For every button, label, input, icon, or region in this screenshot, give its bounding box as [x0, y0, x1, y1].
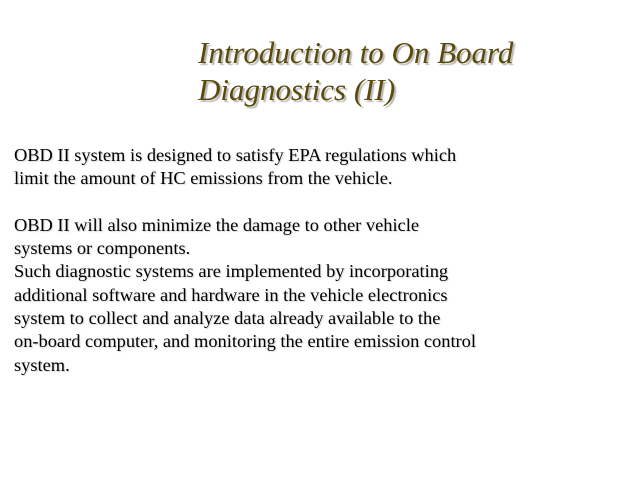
slide-title	[198, 34, 628, 108]
paragraph-line: systems or components.	[14, 238, 191, 259]
slide-body	[14, 144, 634, 377]
paragraph-line: limit the amount of HC emissions from the vehicle.	[14, 168, 393, 189]
paragraph-obd-purpose	[14, 144, 634, 191]
paragraph-line: additional software and hardware in the vehicle electronics	[14, 284, 448, 305]
paragraph-line: on-board computer, and monitoring the entire emission control	[14, 331, 476, 352]
paragraph-line: system to collect and analyze data already available to the	[14, 308, 441, 329]
paragraph-line: Such diagnostic systems are implemented by incorporating	[14, 261, 449, 282]
paragraph-diagnostic-systems	[14, 260, 634, 376]
slide-title-line-1: Introduction to On Board	[198, 35, 514, 70]
paragraph-spacer	[14, 191, 634, 214]
paragraph-line: OBD II will also minimize the damage to other vehicle	[14, 214, 419, 235]
slide-title-line-2: Diagnostics (II)	[198, 72, 396, 107]
paragraph-line: OBD II system is designed to satisfy EPA regulations which	[14, 145, 457, 165]
paragraph-damage-minimization	[14, 214, 634, 261]
paragraph-line: system.	[14, 354, 70, 375]
